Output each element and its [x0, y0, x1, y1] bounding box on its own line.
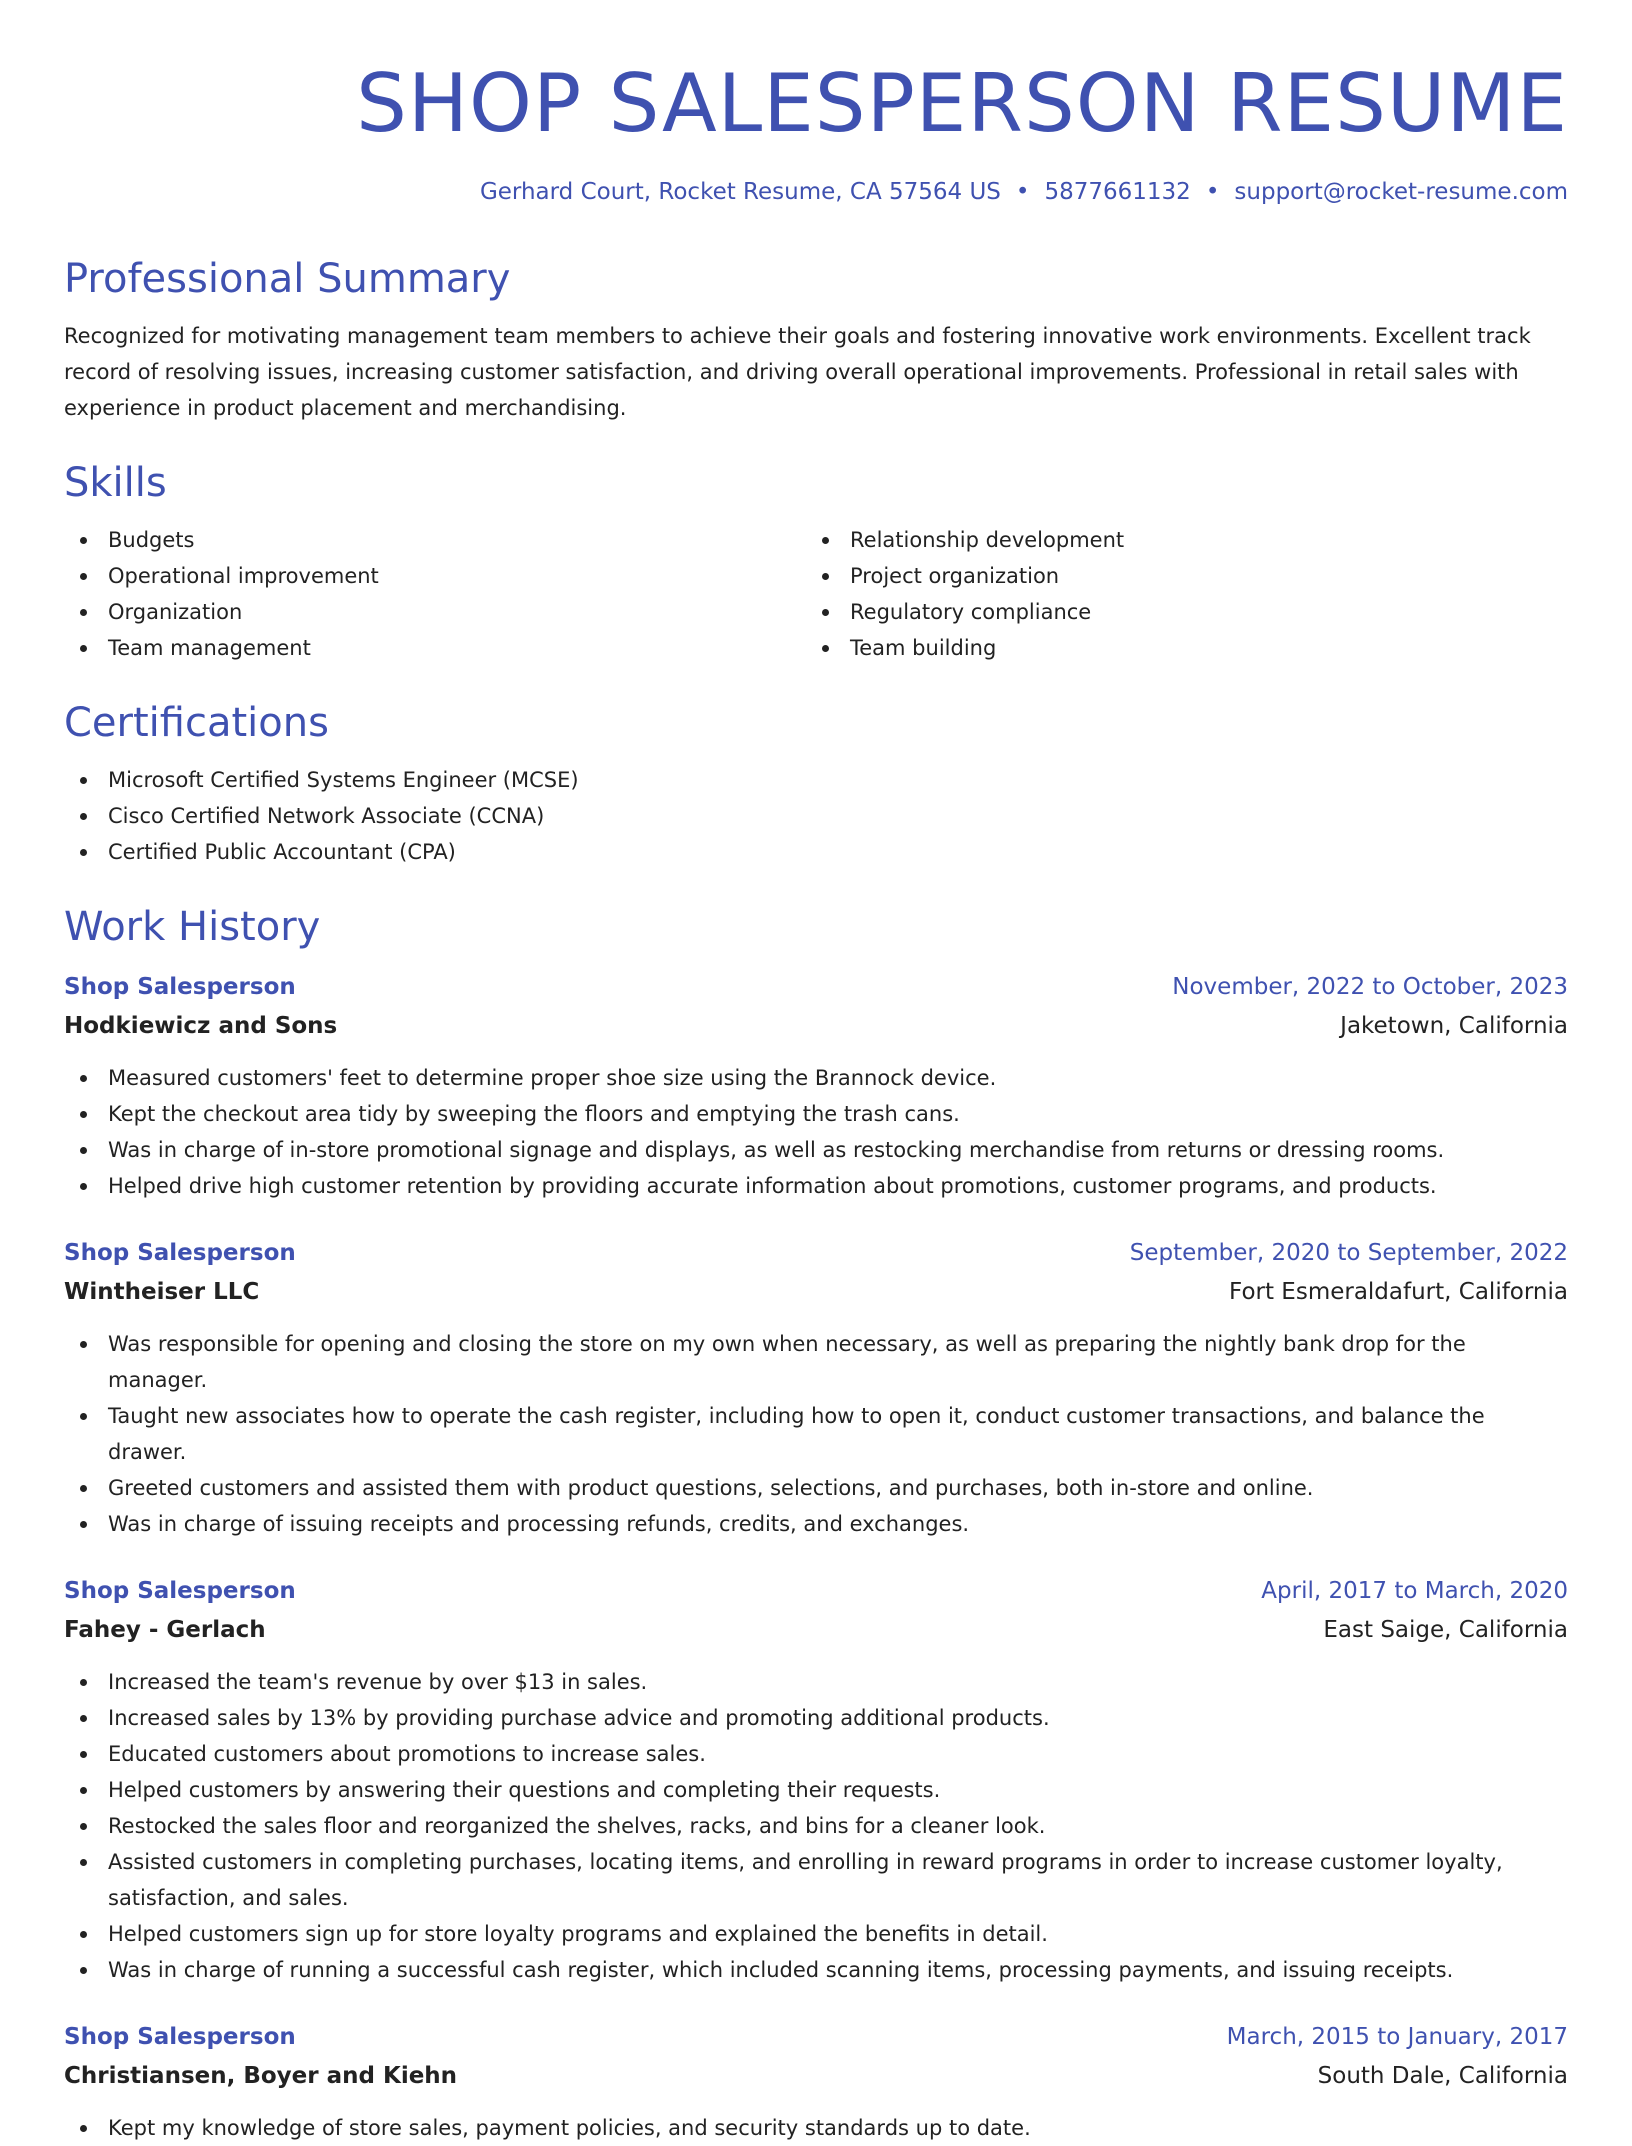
- job-duties-list: [64, 1326, 1568, 1542]
- contact-separator: •: [1205, 179, 1220, 205]
- contact-email[interactable]: support@rocket-resume.com: [1234, 179, 1568, 205]
- list-item: Greeted customers and assisted them with product questions, selections, and purchases, both in-store and online.: [64, 1470, 1568, 1506]
- job-header-row: [64, 1572, 1568, 1610]
- list-item: Microsoft Certified Systems Engineer (MCSE): [64, 762, 1568, 798]
- job-entry: [64, 2018, 1568, 2146]
- job-company-row: [64, 1610, 1568, 1650]
- list-item: Was responsible for opening and closing the store on my own when necessary, as well as preparing the nightly bank drop for the manager.: [64, 1326, 1568, 1398]
- list-item: Certified Public Accountant (CPA): [64, 834, 1568, 870]
- job-header-row: [64, 1234, 1568, 1272]
- list-item: Helped customers by answering their questions and completing their requests.: [64, 1772, 1568, 1808]
- skills-grid: [64, 522, 1568, 666]
- job-title: Shop Salesperson: [64, 1578, 296, 1604]
- list-item: Helped customers sign up for store loyalty programs and explained the benefits in detail.: [64, 1916, 1568, 1952]
- page-title: SHOP SALESPERSON RESUME: [356, 57, 1568, 150]
- list-item: Helped drive high customer retention by providing accurate information about promotions, customer programs, and products.: [64, 1168, 1568, 1204]
- summary-heading: Professional Summary: [64, 256, 511, 302]
- list-item: Increased sales by 13% by providing purchase advice and promoting additional products.: [64, 1700, 1568, 1736]
- list-item: Was in charge of running a successful cash register, which included scanning items, processing payments, and issuing receipts.: [64, 1952, 1568, 1988]
- job-company: Christiansen, Boyer and Kiehn: [64, 2063, 458, 2089]
- job-location: Fort Esmeraldafurt, California: [1229, 1279, 1568, 1305]
- job-company-row: [64, 1006, 1568, 1046]
- certifications-heading: Certifications: [64, 700, 329, 746]
- job-company-row: [64, 1272, 1568, 1312]
- job-location: Jaketown, California: [1340, 1013, 1568, 1039]
- job-duties-list: [64, 1664, 1568, 1988]
- job-entry: [64, 1572, 1568, 1988]
- list-item: Educated customers about promotions to increase sales.: [64, 1736, 1568, 1772]
- list-item: Restocked the sales floor and reorganized the shelves, racks, and bins for a cleaner look.: [64, 1808, 1568, 1844]
- job-location: South Dale, California: [1317, 2063, 1568, 2089]
- work-history-heading: Work History: [64, 904, 321, 950]
- list-item: Was in charge of in-store promotional signage and displays, as well as restocking merchandise from returns or dressing rooms.: [64, 1132, 1568, 1168]
- job-header-row: [64, 2018, 1568, 2056]
- list-item: Was in charge of issuing receipts and processing refunds, credits, and exchanges.: [64, 1506, 1568, 1542]
- job-title: Shop Salesperson: [64, 1240, 296, 1266]
- job-dates: September, 2020 to September, 2022: [1129, 1240, 1568, 1266]
- list-item: Team management: [64, 630, 806, 666]
- certifications-list: [64, 762, 1568, 870]
- list-item: Operational improvement: [64, 558, 806, 594]
- list-item: Increased the team's revenue by over $13 in sales.: [64, 1664, 1568, 1700]
- job-company: Fahey - Gerlach: [64, 1617, 266, 1643]
- list-item: Project organization: [806, 558, 1548, 594]
- skills-heading: Skills: [64, 460, 167, 506]
- list-item: Budgets: [64, 522, 806, 558]
- list-item: Organization: [64, 594, 806, 630]
- list-item: Kept the checkout area tidy by sweeping the floors and emptying the trash cans.: [64, 1096, 1568, 1132]
- contact-line: [64, 174, 1568, 210]
- list-item: Relationship development: [806, 522, 1548, 558]
- contact-address: Gerhard Court, Rocket Resume, CA 57564 US: [479, 179, 1001, 205]
- list-item: Team building: [806, 630, 1548, 666]
- job-entry: [64, 968, 1568, 1204]
- list-item: Assisted customers in completing purchases, locating items, and enrolling in reward programs in order to increase customer loyalty, satisfaction, and sales.: [64, 1844, 1568, 1916]
- job-duties-list: [64, 1060, 1568, 1204]
- job-header-row: [64, 968, 1568, 1006]
- summary-text: Recognized for motivating management team members to achieve their goals and fostering innovative work environments. Excellent track record of resolving issues, increasing customer satisfaction, and driving overall operational improvements. Professional in retail sales with experience in product placement and merchandising.: [64, 324, 1531, 420]
- skills-list-left: [64, 522, 806, 666]
- skills-list-right: [806, 522, 1548, 666]
- job-title: Shop Salesperson: [64, 974, 296, 1000]
- contact-separator: •: [1015, 179, 1030, 205]
- list-item: Cisco Certified Network Associate (CCNA): [64, 798, 1568, 834]
- job-company: Hodkiewicz and Sons: [64, 1013, 338, 1039]
- job-company-row: [64, 2056, 1568, 2096]
- job-company: Wintheiser LLC: [64, 1279, 260, 1305]
- job-dates: April, 2017 to March, 2020: [1261, 1578, 1568, 1604]
- job-dates: March, 2015 to January, 2017: [1226, 2024, 1568, 2050]
- job-duties-list: [64, 2110, 1568, 2146]
- list-item: Regulatory compliance: [806, 594, 1548, 630]
- list-item: Taught new associates how to operate the cash register, including how to open it, conduct customer transactions, and balance the drawer.: [64, 1398, 1568, 1470]
- job-title: Shop Salesperson: [64, 2024, 296, 2050]
- job-location: East Saige, California: [1323, 1617, 1568, 1643]
- job-dates: November, 2022 to October, 2023: [1172, 974, 1568, 1000]
- list-item: Measured customers' feet to determine proper shoe size using the Brannock device.: [64, 1060, 1568, 1096]
- job-entry: [64, 1234, 1568, 1542]
- list-item: Kept my knowledge of store sales, payment policies, and security standards up to date.: [64, 2110, 1568, 2146]
- contact-phone: 5877661132: [1044, 179, 1191, 205]
